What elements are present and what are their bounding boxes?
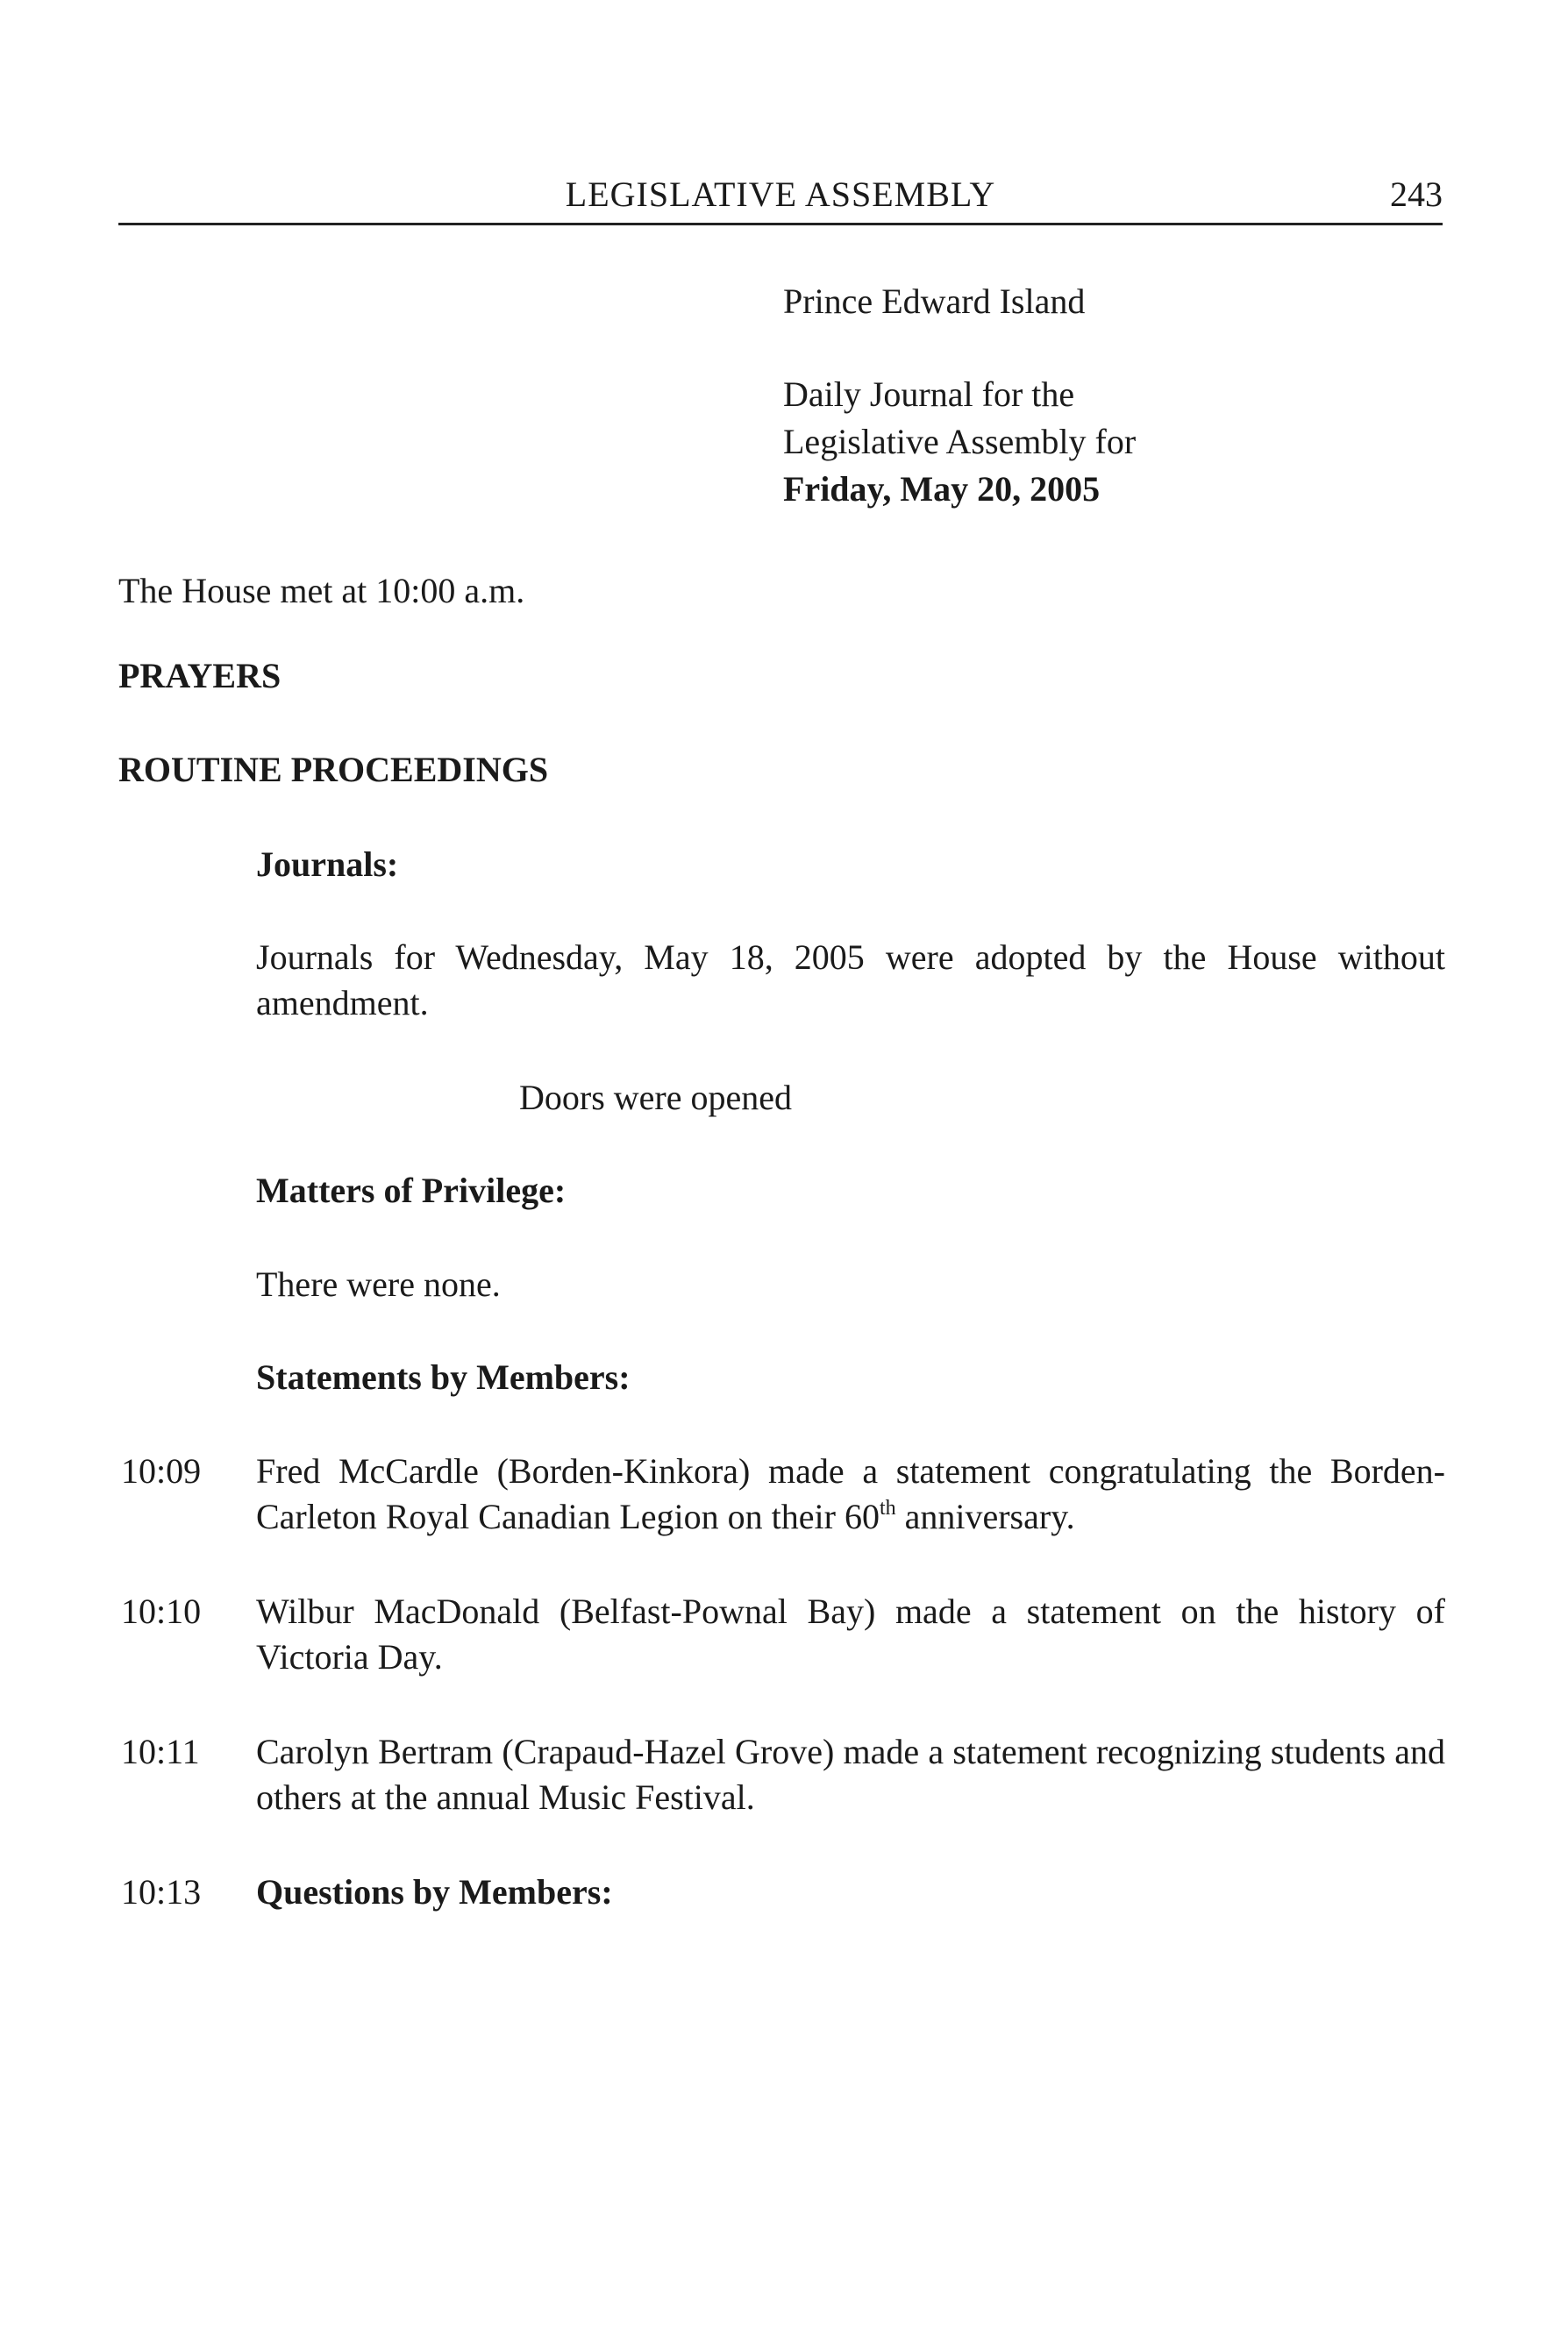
province-name: Prince Edward Island: [783, 281, 1086, 321]
routine-proceedings-heading: ROUTINE PROCEEDINGS: [118, 750, 549, 789]
statement-text: [256, 1449, 1445, 1540]
statement-text: Wilbur MacDonald (Belfast-Pownal Bay) made a statement on the history of Victoria Day.: [256, 1592, 1445, 1677]
statement-time: 10:11: [121, 1732, 200, 1771]
house-met-text: The House met at 10:00 a.m.: [118, 571, 525, 610]
journal-date: Friday, May 20, 2005: [783, 469, 1101, 509]
header-title: LEGISLATIVE ASSEMBLY: [565, 174, 996, 214]
questions-time: 10:13: [121, 1872, 202, 1912]
statements-heading: Statements by Members:: [256, 1357, 631, 1397]
page-number: 243: [1390, 174, 1443, 214]
statement-text-part: Fred McCardle (Borden-Kinkora) made a statement congratulating the Borden-Carleton Royal Canadian Legion on their 60: [256, 1451, 1445, 1536]
prayers-heading: PRAYERS: [118, 656, 282, 695]
doors-opened-text: Doors were opened: [519, 1078, 792, 1117]
questions-heading: Questions by Members:: [256, 1872, 613, 1912]
statement-text-part: anniversary.: [895, 1497, 1075, 1536]
header-rule: [118, 223, 1443, 225]
privilege-text: There were none.: [256, 1264, 501, 1304]
journals-text: Journals for Wednesday, May 18, 2005 were adopted by the House without amendment.: [256, 937, 1445, 1022]
running-header: [118, 172, 1443, 221]
journal-title-line2: Legislative Assembly for: [783, 422, 1137, 461]
ordinal-superscript: th: [879, 1497, 896, 1520]
journals-heading: Journals:: [256, 844, 399, 884]
statement-text: Carolyn Bertram (Crapaud-Hazel Grove) made a statement recognizing students and others at the annual Music Festival.: [256, 1732, 1445, 1817]
statement-time: 10:09: [121, 1451, 202, 1491]
statement-time: 10:10: [121, 1592, 202, 1631]
journal-title-line1: Daily Journal for the: [783, 374, 1075, 414]
privilege-heading: Matters of Privilege:: [256, 1171, 567, 1210]
